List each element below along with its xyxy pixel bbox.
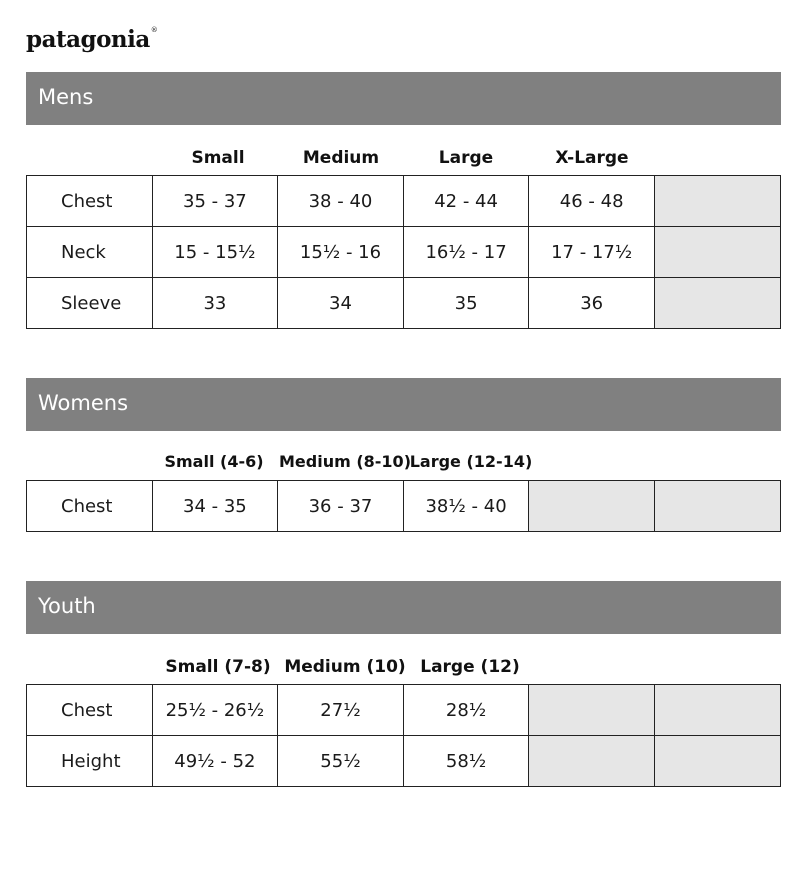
table-cell: 27½ xyxy=(278,685,404,736)
mens-size-table xyxy=(26,175,781,329)
table-cell: 38 - 40 xyxy=(278,176,404,227)
empty-cell xyxy=(654,736,780,787)
table-cell: 34 - 35 xyxy=(152,481,278,532)
womens-section-header xyxy=(26,378,781,431)
mens-section-header xyxy=(26,72,781,125)
youth-size-table xyxy=(26,684,781,787)
row-label-height: Height xyxy=(27,736,153,787)
table-cell: 42 - 44 xyxy=(403,176,529,227)
row-label-chest: Chest xyxy=(27,481,153,532)
womens-size-large: Large (12-14) xyxy=(409,452,533,471)
empty-cell xyxy=(654,227,780,278)
table-cell: 16½ - 17 xyxy=(403,227,529,278)
row-label-sleeve: Sleeve xyxy=(27,278,153,329)
table-cell: 36 - 37 xyxy=(278,481,404,532)
table-row xyxy=(27,481,781,532)
mens-size-medium: Medium xyxy=(302,148,380,168)
table-cell: 34 xyxy=(278,278,404,329)
table-cell: 17 - 17½ xyxy=(529,227,655,278)
table-cell: 35 xyxy=(403,278,529,329)
womens-size-table xyxy=(26,480,781,532)
youth-title: Youth xyxy=(38,594,96,618)
table-cell: 33 xyxy=(152,278,278,329)
mens-title: Mens xyxy=(38,85,94,109)
table-cell: 28½ xyxy=(403,685,529,736)
womens-title: Womens xyxy=(38,391,129,415)
row-label-chest: Chest xyxy=(27,176,153,227)
patagonia-logo: patagonia® xyxy=(26,26,158,53)
table-row xyxy=(27,685,781,736)
table-cell: 38½ - 40 xyxy=(403,481,529,532)
table-row xyxy=(27,176,781,227)
table-cell: 25½ - 26½ xyxy=(152,685,278,736)
empty-cell xyxy=(529,481,655,532)
empty-cell xyxy=(654,278,780,329)
youth-section-header xyxy=(26,581,781,634)
youth-size-small: Small (7-8) xyxy=(165,657,271,677)
empty-cell xyxy=(654,481,780,532)
table-cell: 15½ - 16 xyxy=(278,227,404,278)
womens-size-medium: Medium (8-10) xyxy=(278,452,412,471)
table-row xyxy=(27,736,781,787)
row-label-neck: Neck xyxy=(27,227,153,278)
empty-cell xyxy=(654,176,780,227)
womens-size-small: Small (4-6) xyxy=(164,452,264,471)
youth-size-medium: Medium (10) xyxy=(284,657,406,677)
table-cell: 46 - 48 xyxy=(529,176,655,227)
mens-size-xlarge: X-Large xyxy=(555,148,629,168)
table-cell: 49½ - 52 xyxy=(152,736,278,787)
table-row xyxy=(27,227,781,278)
table-cell: 15 - 15½ xyxy=(152,227,278,278)
table-cell: 55½ xyxy=(278,736,404,787)
youth-size-large: Large (12) xyxy=(420,657,520,677)
mens-size-large: Large xyxy=(438,148,494,168)
table-cell: 36 xyxy=(529,278,655,329)
table-row xyxy=(27,278,781,329)
empty-cell xyxy=(529,685,655,736)
mens-size-small: Small xyxy=(191,148,245,168)
table-cell: 35 - 37 xyxy=(152,176,278,227)
empty-cell xyxy=(654,685,780,736)
empty-cell xyxy=(529,736,655,787)
table-cell: 58½ xyxy=(403,736,529,787)
row-label-chest: Chest xyxy=(27,685,153,736)
